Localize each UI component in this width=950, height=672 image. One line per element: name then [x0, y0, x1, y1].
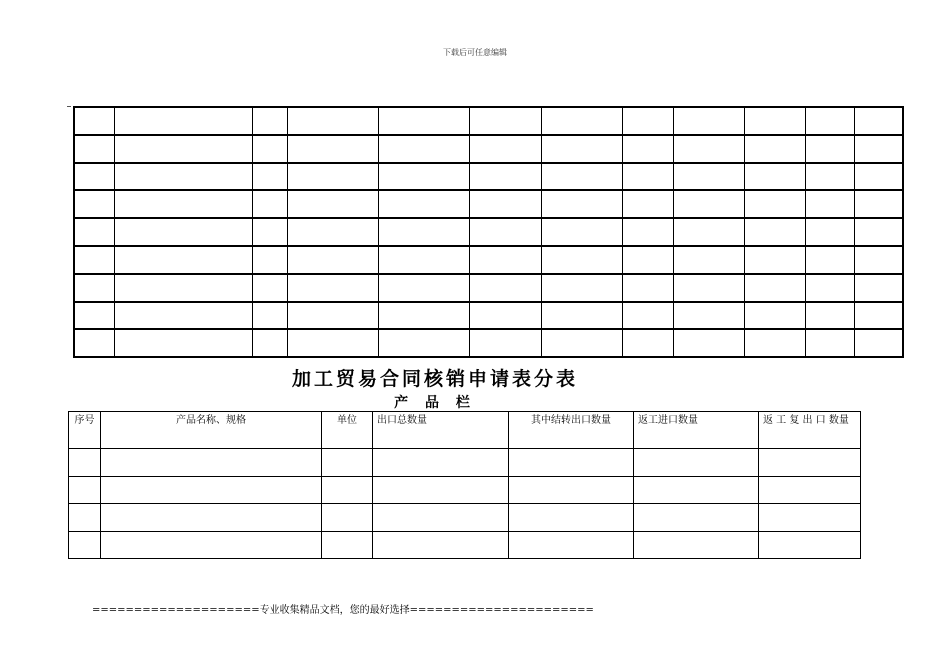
table-cell	[805, 329, 854, 357]
upper-table-row	[74, 163, 903, 191]
table-cell	[673, 190, 744, 218]
col-header-rework-reexport: 返 工 复 出 口 数量	[759, 412, 861, 449]
table-cell	[378, 302, 469, 330]
table-cell	[759, 476, 861, 504]
table-cell	[854, 190, 903, 218]
table-cell	[287, 218, 378, 246]
table-cell	[469, 302, 541, 330]
table-cell	[101, 449, 322, 477]
table-cell	[378, 190, 469, 218]
table-cell	[114, 246, 252, 274]
table-cell	[805, 135, 854, 163]
col-header-seq: 序号	[69, 412, 101, 449]
footer-text: ====================专业收集精品文档，您的最好选择======================	[92, 605, 594, 616]
table-cell	[322, 476, 373, 504]
table-cell	[805, 274, 854, 302]
table-cell	[378, 274, 469, 302]
product-table-row	[69, 476, 861, 504]
table-cell	[744, 107, 805, 135]
table-cell	[805, 218, 854, 246]
table-cell	[287, 107, 378, 135]
table-cell	[378, 107, 469, 135]
table-cell	[622, 302, 673, 330]
table-cell	[541, 107, 622, 135]
col-header-unit: 单位	[322, 412, 373, 449]
table-cell	[287, 190, 378, 218]
table-cell	[673, 329, 744, 357]
table-cell	[744, 329, 805, 357]
upper-table-row	[74, 190, 903, 218]
table-cell	[759, 531, 861, 559]
table-cell	[252, 246, 287, 274]
table-cell	[634, 504, 759, 532]
table-cell	[634, 449, 759, 477]
upper-table-row	[74, 302, 903, 330]
table-cell	[622, 135, 673, 163]
table-cell	[287, 274, 378, 302]
table-cell	[252, 218, 287, 246]
table-cell	[805, 107, 854, 135]
table-cell	[69, 476, 101, 504]
product-table-row	[69, 531, 861, 559]
table-cell	[541, 274, 622, 302]
table-cell	[854, 218, 903, 246]
table-cell	[469, 107, 541, 135]
table-cell	[101, 531, 322, 559]
table-cell	[74, 274, 114, 302]
table-cell	[373, 504, 509, 532]
table-cell	[114, 190, 252, 218]
upper-table-row	[74, 107, 903, 135]
table-cell	[114, 107, 252, 135]
table-cell	[509, 449, 634, 477]
table-cell	[759, 504, 861, 532]
upper-table-row	[74, 246, 903, 274]
table-cell	[622, 329, 673, 357]
table-cell	[114, 218, 252, 246]
table-cell	[805, 246, 854, 274]
table-cell	[805, 163, 854, 191]
table-cell	[805, 190, 854, 218]
table-cell	[673, 218, 744, 246]
table-cell	[541, 190, 622, 218]
section-subtitle: 产 品 栏	[394, 395, 476, 411]
upper-table-row	[74, 135, 903, 163]
table-cell	[541, 218, 622, 246]
table-cell	[287, 246, 378, 274]
col-header-product-name: 产品名称、规格	[101, 412, 322, 449]
table-cell	[469, 135, 541, 163]
table-cell	[252, 274, 287, 302]
table-cell	[634, 531, 759, 559]
table-cell	[252, 302, 287, 330]
table-cell	[622, 163, 673, 191]
table-cell	[744, 190, 805, 218]
table-cell	[509, 504, 634, 532]
col-header-transfer-export: 其中结转出口数量	[509, 412, 634, 449]
col-header-rework-import: 返工进口数量	[634, 412, 759, 449]
table-cell	[252, 135, 287, 163]
table-cell	[114, 135, 252, 163]
table-cell	[469, 218, 541, 246]
table-cell	[322, 531, 373, 559]
table-cell	[114, 329, 252, 357]
table-cell	[744, 135, 805, 163]
table-cell	[469, 163, 541, 191]
product-table-header	[69, 412, 861, 449]
table-cell	[287, 163, 378, 191]
table-cell	[74, 302, 114, 330]
table-cell	[373, 476, 509, 504]
table-cell	[373, 531, 509, 559]
table-cell	[74, 218, 114, 246]
table-cell	[378, 163, 469, 191]
table-cell	[854, 329, 903, 357]
table-cell	[744, 274, 805, 302]
table-cell	[854, 107, 903, 135]
table-cell	[114, 274, 252, 302]
table-cell	[101, 504, 322, 532]
product-table-body	[69, 449, 861, 559]
table-cell	[541, 135, 622, 163]
table-cell	[69, 504, 101, 532]
table-cell	[673, 246, 744, 274]
table-cell	[69, 531, 101, 559]
table-cell	[854, 246, 903, 274]
margin-mark	[67, 106, 71, 107]
table-cell	[252, 107, 287, 135]
table-cell	[854, 274, 903, 302]
upper-table-row	[74, 329, 903, 357]
table-cell	[759, 449, 861, 477]
table-cell	[854, 302, 903, 330]
table-cell	[854, 135, 903, 163]
table-cell	[541, 246, 622, 274]
table-cell	[622, 246, 673, 274]
table-cell	[744, 302, 805, 330]
table-cell	[114, 302, 252, 330]
table-cell	[287, 302, 378, 330]
table-cell	[744, 163, 805, 191]
form-title: 加工贸易合同核销申请表分表	[291, 368, 578, 390]
table-cell	[373, 449, 509, 477]
product-table-row	[69, 449, 861, 477]
table-cell	[378, 135, 469, 163]
table-cell	[114, 163, 252, 191]
header-note: 下载后可任意编辑	[443, 48, 507, 57]
table-cell	[673, 302, 744, 330]
table-cell	[252, 190, 287, 218]
table-cell	[469, 274, 541, 302]
table-cell	[469, 246, 541, 274]
col-header-export-total: 出口总数量	[373, 412, 509, 449]
table-cell	[854, 163, 903, 191]
table-cell	[509, 531, 634, 559]
table-cell	[805, 302, 854, 330]
table-cell	[541, 163, 622, 191]
table-cell	[74, 107, 114, 135]
upper-table-row	[74, 218, 903, 246]
product-table-row	[69, 504, 861, 532]
table-cell	[322, 504, 373, 532]
table-cell	[69, 449, 101, 477]
table-cell	[378, 329, 469, 357]
table-cell	[74, 329, 114, 357]
table-cell	[622, 107, 673, 135]
table-cell	[74, 246, 114, 274]
table-cell	[101, 476, 322, 504]
table-cell	[541, 302, 622, 330]
table-cell	[252, 329, 287, 357]
table-cell	[541, 329, 622, 357]
table-cell	[744, 218, 805, 246]
table-cell	[287, 135, 378, 163]
table-cell	[509, 476, 634, 504]
upper-blank-table	[73, 106, 904, 358]
table-cell	[287, 329, 378, 357]
table-cell	[378, 246, 469, 274]
table-cell	[673, 135, 744, 163]
table-cell	[74, 135, 114, 163]
table-cell	[744, 246, 805, 274]
table-cell	[469, 329, 541, 357]
table-cell	[673, 163, 744, 191]
table-cell	[252, 163, 287, 191]
table-cell	[378, 218, 469, 246]
table-cell	[622, 190, 673, 218]
table-cell	[322, 449, 373, 477]
table-cell	[622, 218, 673, 246]
table-cell	[673, 107, 744, 135]
table-cell	[673, 274, 744, 302]
table-cell	[74, 190, 114, 218]
upper-table-body	[74, 107, 903, 357]
table-cell	[74, 163, 114, 191]
table-cell	[622, 274, 673, 302]
table-cell	[634, 476, 759, 504]
product-table	[68, 411, 861, 559]
table-cell	[469, 190, 541, 218]
upper-table-row	[74, 274, 903, 302]
